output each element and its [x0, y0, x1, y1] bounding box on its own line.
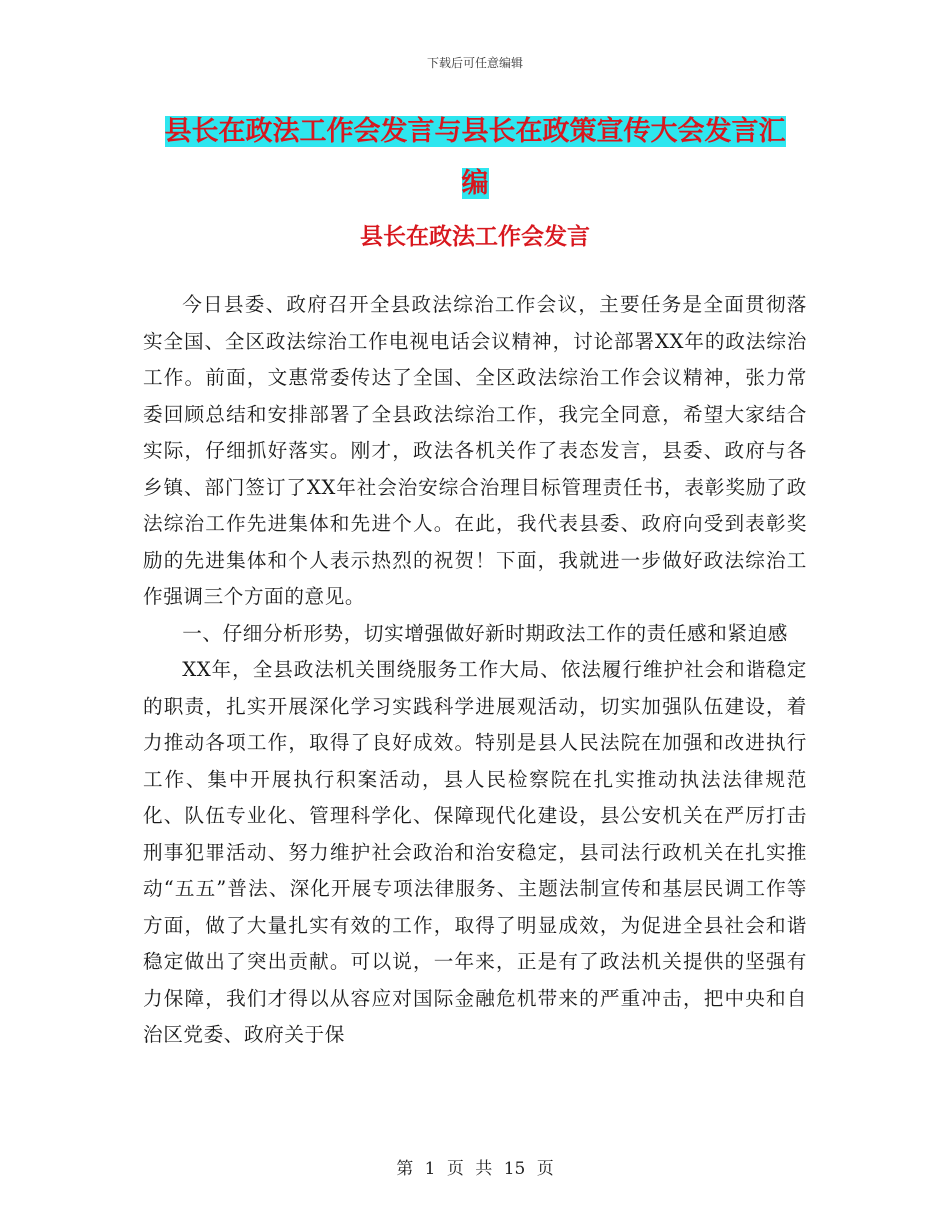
- document-title: [140, 106, 810, 210]
- paragraph-achievements: XX年，全县政法机关围绕服务工作大局、依法履行维护社会和谐稳定的职责，扎实开展深化学习实践科学进展观活动，切实加强队伍建设，着力推动各项工作，取得了良好成效。特别是县人民法院在加强和改进执行工作、集中开展执行积案活动，县人民检察院在扎实推动执法法律规范化、队伍专业化、管理科学化、保障现代化建设，县公安机关在严厉打击刑事犯罪活动、努力维护社会政治和治安稳定，县司法行政机关在扎实推动“五五”普法、深化开展专项法律服务、主题法制宣传和基层民调工作等方面，做了大量扎实有效的工作，取得了明显成效，为促进全县社会和谐稳定做出了突出贡献。可以说，一年来，正是有了政法机关提供的坚强有力保障，我们才得以从容应对国际金融危机带来的严重冲击，把中央和自治区党委、政府关于保: [143, 658, 807, 1046]
- document-title-line2: 编: [461, 168, 489, 199]
- paragraph-intro: 今日县委、政府召开全县政法综治工作会议，主要任务是全面贯彻落实全国、全区政法综治工作电视电话会议精神，讨论部署XX年的政法综治工作。前面，文惠常委传达了全国、全区政法综治工作会议精神，张力常委回顾总结和安排部署了全县政法综治工作，我完全同意，希望大家结合实际，仔细抓好落实。刚才，政法各机关作了表态发言，县委、政府与各乡镇、部门签订了XX年社会治安综合治理目标管理责任书，表彰奖励了政法综治工作先进集体和先进个人。在此，我代表县委、政府向受到表彰奖励的先进集体和个人表示热烈的祝贺！下面，我就进一步做好政法综治工作强调三个方面的意见。: [143, 293, 807, 608]
- page-footer: 第 1 页 共 15 页: [396, 1159, 554, 1179]
- section-title: 县长在政法工作会发言: [360, 223, 590, 250]
- paragraph-heading-one: 一、仔细分析形势，切实增强做好新时期政法工作的责任感和紧迫感: [182, 621, 788, 645]
- document-title-line1: 县长在政法工作会发言与县长在政策宣传大会发言汇: [164, 116, 786, 147]
- header-note: 下载后可任意编辑: [426, 56, 523, 70]
- document-body: [143, 287, 807, 1054]
